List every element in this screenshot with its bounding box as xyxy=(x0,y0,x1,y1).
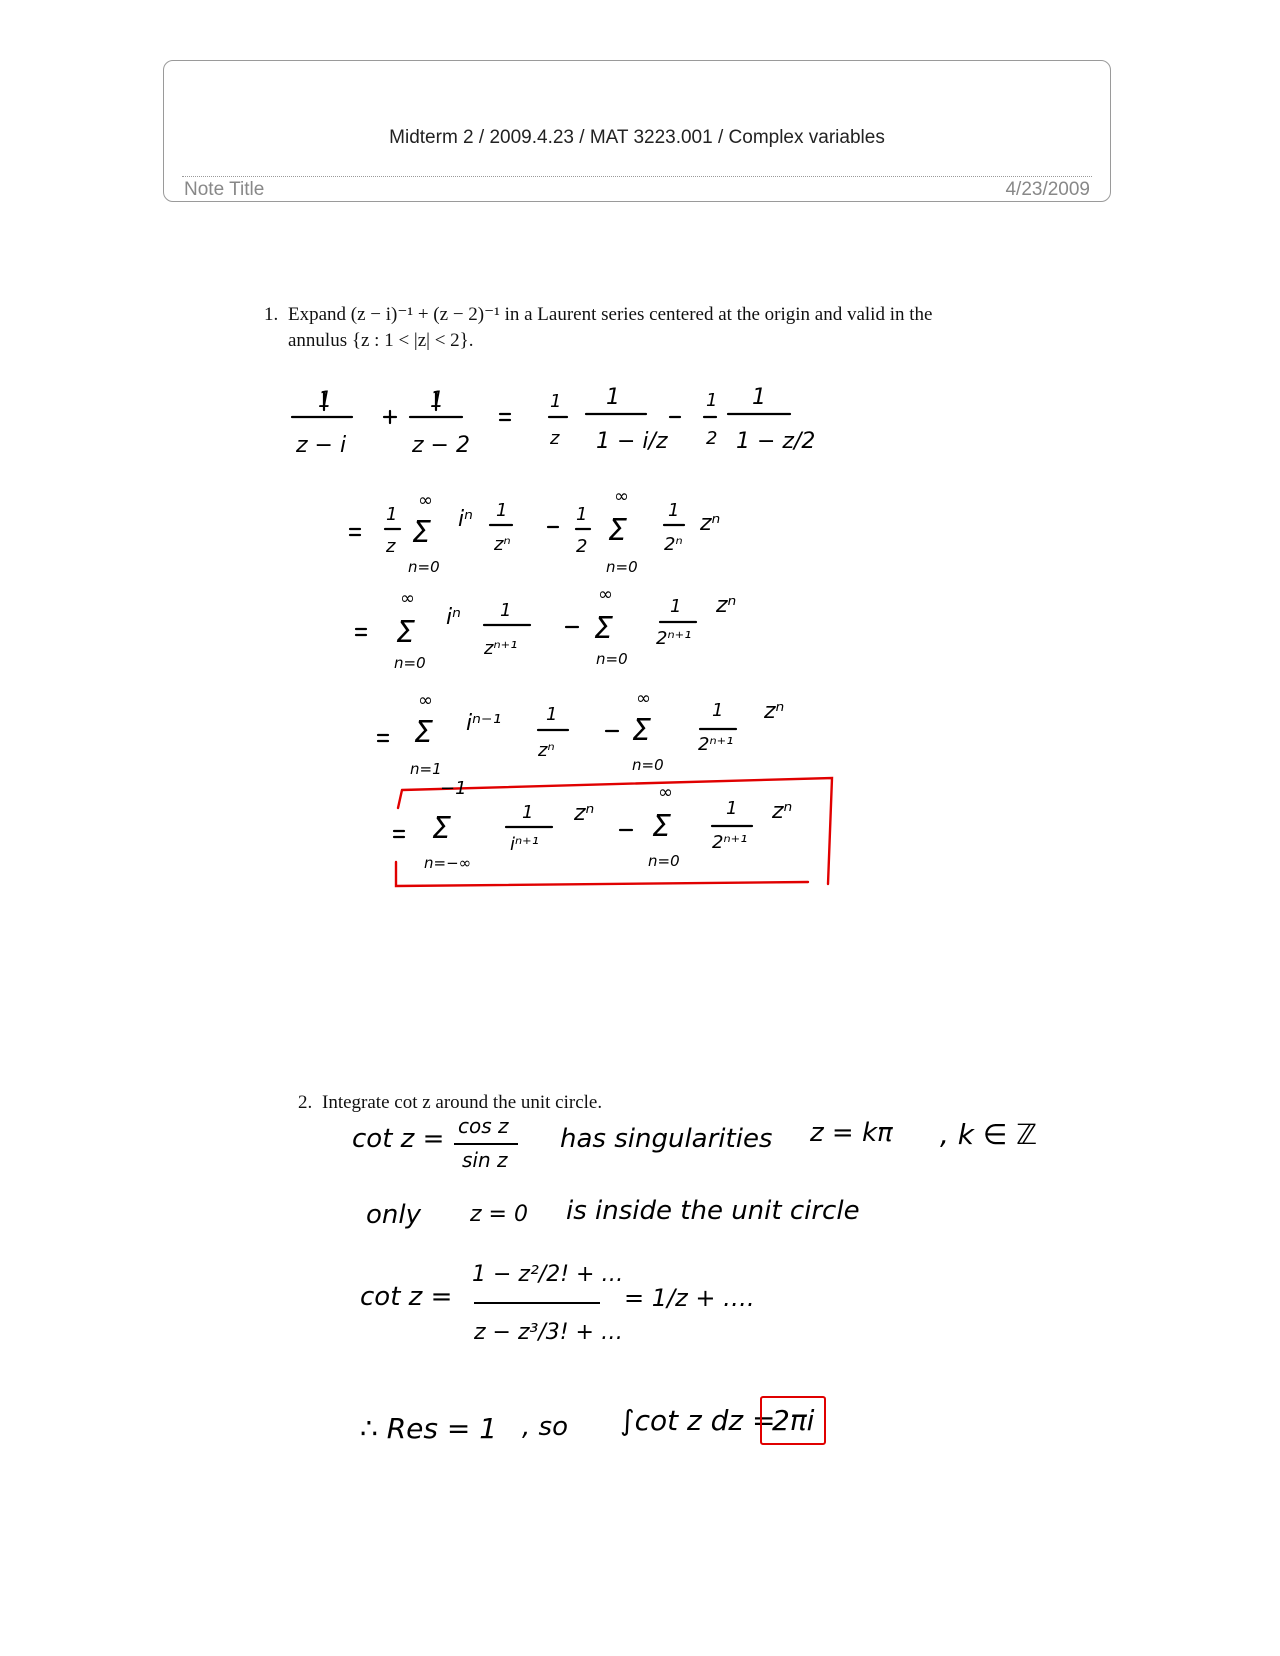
problem-2-statement xyxy=(298,1090,998,1116)
laurent-approx: = 1/z + …. xyxy=(624,1284,755,1312)
svg-text:1: 1 xyxy=(500,600,512,621)
svg-text:n=0: n=0 xyxy=(606,558,638,576)
svg-text:z: z xyxy=(550,428,560,449)
sin-z-denominator: sin z xyxy=(462,1148,508,1172)
svg-text:z − 2: z − 2 xyxy=(412,433,470,458)
note-date: 4/23/2009 xyxy=(1005,179,1090,200)
problem-1-line-1: Expand (z − i)⁻¹ + (z − 2)⁻¹ in a Laurent series centered at the origin and valid in the xyxy=(288,304,933,325)
svg-text:Σ: Σ xyxy=(414,715,433,750)
svg-text:1: 1 xyxy=(576,504,588,525)
svg-text:n=0: n=0 xyxy=(408,558,440,576)
problem-1-number: 1. xyxy=(264,304,279,325)
svg-text:∞: ∞ xyxy=(658,782,673,803)
svg-text:iⁿ: iⁿ xyxy=(446,605,461,630)
svg-text:1: 1 xyxy=(496,500,508,521)
svg-text:−1: −1 xyxy=(440,778,467,799)
svg-text:1: 1 xyxy=(606,385,620,410)
svg-text:∞: ∞ xyxy=(400,588,415,609)
svg-text:Σ: Σ xyxy=(396,615,415,650)
svg-text:1: 1 xyxy=(668,500,680,521)
svg-text:n=0: n=0 xyxy=(648,852,680,870)
svg-text:Σ: Σ xyxy=(652,809,671,844)
svg-text:1: 1 xyxy=(318,388,332,413)
singularity-locations: z = kπ xyxy=(810,1118,893,1148)
svg-text:1: 1 xyxy=(752,385,766,410)
svg-text:z − i: z − i xyxy=(296,433,347,458)
problem-1-line-2: annulus {z : 1 < |z| < 2}. xyxy=(288,330,474,351)
cot-fraction-bar xyxy=(454,1143,518,1145)
svg-text:n=−∞: n=−∞ xyxy=(424,854,472,872)
svg-text:zⁿ⁺¹: zⁿ⁺¹ xyxy=(484,638,518,659)
svg-text:2: 2 xyxy=(576,536,588,557)
svg-text:zⁿ: zⁿ xyxy=(574,801,595,826)
svg-text:n=0: n=0 xyxy=(632,756,664,774)
svg-text:2ⁿ⁺¹: 2ⁿ⁺¹ xyxy=(698,734,734,755)
singularities-text: has singularities xyxy=(560,1124,773,1154)
svg-text:∞: ∞ xyxy=(636,688,651,709)
svg-text:Σ: Σ xyxy=(432,811,451,846)
svg-text:zⁿ: zⁿ xyxy=(764,699,785,724)
svg-text:iⁿ⁺¹: iⁿ⁺¹ xyxy=(510,834,539,855)
svg-text:z: z xyxy=(386,536,396,557)
z-equals-zero: z = 0 xyxy=(470,1202,528,1227)
residue-result: ∴ Res = 1 xyxy=(360,1412,498,1445)
svg-text:1: 1 xyxy=(546,704,558,725)
svg-text:n=0: n=0 xyxy=(394,654,426,672)
svg-text:zⁿ: zⁿ xyxy=(716,593,737,618)
problem-2-number: 2. xyxy=(298,1092,313,1113)
svg-text:1: 1 xyxy=(712,700,724,721)
svg-text:zⁿ: zⁿ xyxy=(538,740,555,761)
svg-text:2: 2 xyxy=(706,428,718,449)
svg-text:n=0: n=0 xyxy=(596,650,628,668)
svg-text:∞: ∞ xyxy=(418,690,433,711)
svg-text:zⁿ: zⁿ xyxy=(772,799,793,824)
sin-series: z − z³/3! + … xyxy=(474,1320,623,1345)
svg-text:Σ: Σ xyxy=(412,515,431,550)
svg-text:2ⁿ: 2ⁿ xyxy=(664,534,683,555)
cot-definition: cot z = xyxy=(352,1124,445,1154)
svg-text:n=1: n=1 xyxy=(410,760,442,778)
cos-series: 1 − z²/2! + … xyxy=(472,1262,624,1287)
cot-z-series-label: cot z = xyxy=(360,1282,453,1312)
svg-text:Σ: Σ xyxy=(608,513,627,548)
svg-text:Σ: Σ xyxy=(632,713,651,748)
svg-text:zⁿ: zⁿ xyxy=(700,511,721,536)
svg-text:1: 1 xyxy=(430,388,444,413)
integral-answer-box: 2πi xyxy=(760,1396,826,1445)
page-title: Midterm 2 / 2009.4.23 / MAT 3223.001 / Complex variables xyxy=(389,127,885,148)
svg-text:1: 1 xyxy=(386,504,398,525)
svg-text:∞: ∞ xyxy=(598,584,613,605)
svg-text:zⁿ: zⁿ xyxy=(494,534,511,555)
svg-text:2ⁿ⁺¹: 2ⁿ⁺¹ xyxy=(656,628,692,649)
svg-text:iⁿ⁻¹: iⁿ⁻¹ xyxy=(466,711,502,736)
contour-integral: ∫cot z dz = xyxy=(620,1404,776,1437)
svg-text:1: 1 xyxy=(550,391,562,412)
note-title-label: Note Title xyxy=(184,179,265,200)
so-word: , so xyxy=(522,1412,568,1442)
svg-text:∞: ∞ xyxy=(418,490,433,511)
svg-text:1: 1 xyxy=(522,802,534,823)
svg-text:iⁿ: iⁿ xyxy=(458,507,473,532)
cos-z-numerator: cos z xyxy=(458,1114,509,1138)
svg-text:2ⁿ⁺¹: 2ⁿ⁺¹ xyxy=(712,832,748,853)
inside-unit-circle-text: is inside the unit circle xyxy=(566,1196,860,1226)
svg-text:∞: ∞ xyxy=(614,486,629,507)
only-word: only xyxy=(366,1200,421,1230)
svg-text:1 − i/z: 1 − i/z xyxy=(596,429,668,454)
svg-text:1 − z/2: 1 − z/2 xyxy=(736,429,816,454)
k-integer-condition: , k ∈ ℤ xyxy=(940,1118,1038,1151)
svg-text:1: 1 xyxy=(706,390,718,411)
svg-text:1: 1 xyxy=(726,798,738,819)
series-fraction-bar xyxy=(474,1302,600,1304)
problem-2-text: Integrate cot z around the unit circle. xyxy=(322,1092,603,1113)
svg-text:1: 1 xyxy=(670,596,682,617)
svg-text:Σ: Σ xyxy=(594,611,613,646)
